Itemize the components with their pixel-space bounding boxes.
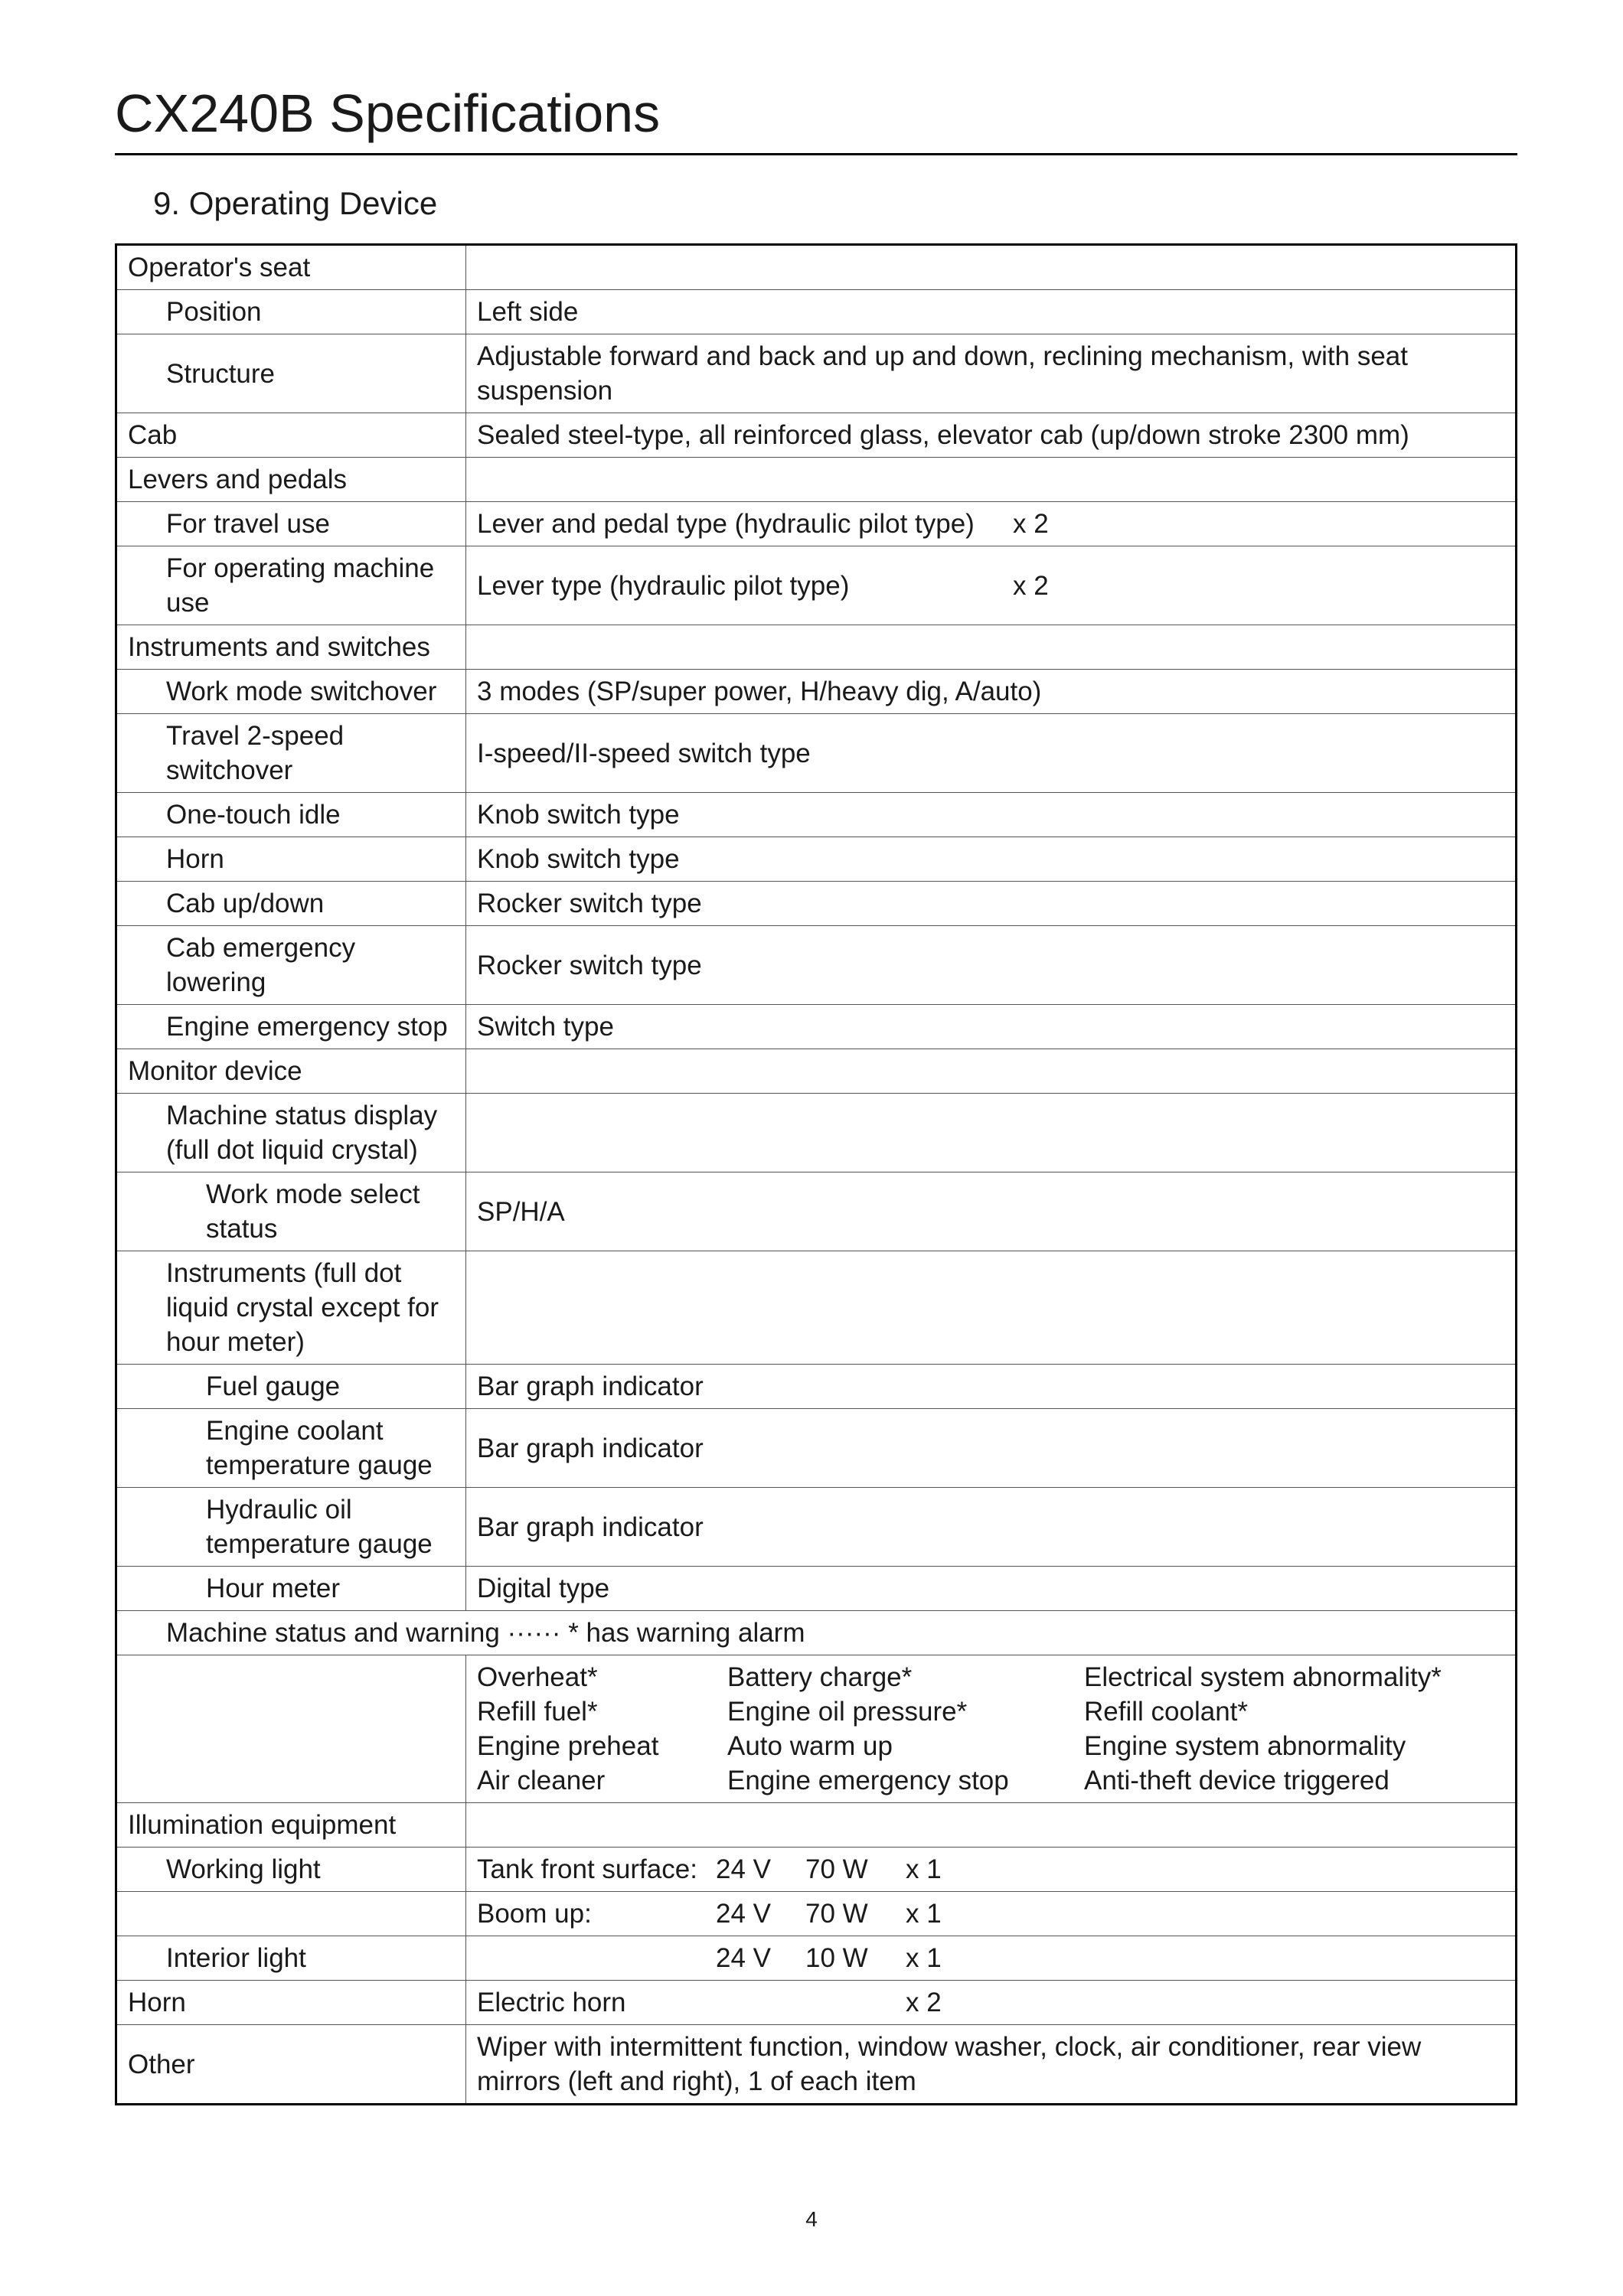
item-value	[466, 1981, 1517, 2025]
light-wattage: 70 W	[805, 1899, 868, 1929]
table-row	[116, 502, 1517, 546]
item-value: Digital type	[466, 1567, 1517, 1611]
table-row	[116, 837, 1517, 882]
item-label: Engine coolant temperature gauge	[116, 1409, 466, 1488]
warning-item: Air cleaner	[477, 1766, 606, 1795]
item-label: Interior light	[116, 1936, 466, 1981]
warning-item: Engine oil pressure*	[727, 1697, 968, 1727]
section-heading: 9. Operating Device	[153, 185, 438, 221]
warning-item: Auto warm up	[727, 1731, 893, 1761]
quantity: x 2	[1013, 509, 1049, 539]
category-label: Cab	[116, 413, 466, 458]
table-row	[116, 1409, 1517, 1488]
warning-item: Refill coolant*	[1084, 1697, 1248, 1727]
table-row	[116, 1611, 1517, 1655]
title-underline	[115, 153, 1517, 155]
light-location: Boom up:	[477, 1899, 592, 1929]
item-label: Work mode switchover	[116, 670, 466, 714]
light-voltage: 24 V	[716, 1854, 771, 1884]
table-row	[116, 1567, 1517, 1611]
table-row	[116, 290, 1517, 334]
page-number: 4	[805, 2207, 818, 2231]
empty-cell	[116, 1892, 466, 1936]
table-row	[116, 1365, 1517, 1409]
category-label: Illumination equipment	[116, 1803, 466, 1848]
value-text: Lever and pedal type (hydraulic pilot type)	[477, 509, 975, 539]
value-text: Electric horn	[477, 1988, 626, 2017]
warning-item: Overheat*	[477, 1662, 598, 1692]
table-row	[116, 1172, 1517, 1251]
item-label: For travel use	[116, 502, 466, 546]
warning-item: Anti-theft device triggered	[1084, 1766, 1390, 1795]
item-label: Fuel gauge	[116, 1365, 466, 1409]
category-label: Instruments and switches	[116, 625, 466, 670]
item-value	[466, 1936, 1517, 1981]
item-label: One-touch idle	[116, 793, 466, 837]
item-value: Rocker switch type	[466, 926, 1517, 1005]
warning-item: Engine preheat	[477, 1731, 659, 1761]
warning-list	[466, 1655, 1517, 1803]
category-label: Levers and pedals	[116, 458, 466, 502]
table-row	[116, 458, 1517, 502]
empty-cell	[466, 458, 1517, 502]
quantity: x 2	[1013, 570, 1049, 601]
table-row	[116, 1803, 1517, 1848]
table-row	[116, 1655, 1517, 1803]
item-value: Adjustable forward and back and up and down, reclining mechanism, with seat suspension	[466, 334, 1517, 413]
warning-item: Engine system abnormality	[1084, 1731, 1406, 1761]
item-value	[466, 546, 1517, 625]
category-label: Horn	[116, 1981, 466, 2025]
item-label: Hydraulic oil temperature gauge	[116, 1488, 466, 1567]
category-label: Other	[116, 2025, 466, 2105]
table-row	[116, 714, 1517, 793]
item-value: Bar graph indicator	[466, 1365, 1517, 1409]
item-label: For operating machine use	[116, 546, 466, 625]
item-value: Sealed steel-type, all reinforced glass, elevator cab (up/down stroke 2300 mm)	[466, 413, 1517, 458]
table-row	[116, 2025, 1517, 2105]
item-value: Switch type	[466, 1005, 1517, 1049]
item-label: Cab emergency lowering	[116, 926, 466, 1005]
table-row	[116, 546, 1517, 625]
table-row	[116, 1049, 1517, 1094]
light-wattage: 70 W	[805, 1854, 868, 1884]
table-row	[116, 1936, 1517, 1981]
quantity: x 1	[906, 1854, 942, 1884]
light-voltage: 24 V	[716, 1943, 771, 1973]
table-row	[116, 245, 1517, 290]
item-value: Knob switch type	[466, 837, 1517, 882]
table-row	[116, 882, 1517, 926]
table-row	[116, 413, 1517, 458]
item-label: Structure	[116, 334, 466, 413]
empty-cell	[466, 1251, 1517, 1365]
empty-cell	[466, 1049, 1517, 1094]
table-row	[116, 793, 1517, 837]
empty-cell	[466, 1803, 1517, 1848]
table-row	[116, 625, 1517, 670]
item-value: 3 modes (SP/super power, H/heavy dig, A/auto)	[466, 670, 1517, 714]
table-row	[116, 926, 1517, 1005]
item-value	[466, 1892, 1517, 1936]
item-value: Left side	[466, 290, 1517, 334]
item-label: Cab up/down	[116, 882, 466, 926]
table-row	[116, 1005, 1517, 1049]
item-label: Machine status display (full dot liquid crystal)	[116, 1094, 466, 1172]
category-label: Monitor device	[116, 1049, 466, 1094]
item-label: Working light	[116, 1848, 466, 1892]
item-label: Work mode select status	[116, 1172, 466, 1251]
item-label: Engine emergency stop	[116, 1005, 466, 1049]
item-label: Instruments (full dot liquid crystal except for hour meter)	[116, 1251, 466, 1365]
item-value: SP/H/A	[466, 1172, 1517, 1251]
table-row	[116, 670, 1517, 714]
light-wattage: 10 W	[805, 1943, 868, 1973]
item-value: Bar graph indicator	[466, 1488, 1517, 1567]
table-row	[116, 334, 1517, 413]
quantity: x 2	[906, 1988, 942, 2017]
item-value: Bar graph indicator	[466, 1409, 1517, 1488]
warning-item: Engine emergency stop	[727, 1766, 1009, 1795]
item-value: Knob switch type	[466, 793, 1517, 837]
value-text: Lever type (hydraulic pilot type)	[477, 570, 850, 601]
item-label: Machine status and warning ······ * has warning alarm	[116, 1611, 1517, 1655]
warning-item: Refill fuel*	[477, 1697, 598, 1727]
spec-table	[115, 243, 1517, 2105]
light-location: Tank front surface:	[477, 1854, 697, 1884]
item-value: Wiper with intermittent function, window washer, clock, air conditioner, rear view mirrors (left and right), 1 of each item	[466, 2025, 1517, 2105]
table-row	[116, 1251, 1517, 1365]
item-label: Position	[116, 290, 466, 334]
table-row	[116, 1488, 1517, 1567]
table-row	[116, 1892, 1517, 1936]
empty-cell	[466, 1094, 1517, 1172]
item-label: Horn	[116, 837, 466, 882]
item-value: Rocker switch type	[466, 882, 1517, 926]
item-label: Hour meter	[116, 1567, 466, 1611]
empty-cell	[466, 625, 1517, 670]
empty-cell	[466, 245, 1517, 290]
item-value	[466, 502, 1517, 546]
item-value: I-speed/II-speed switch type	[466, 714, 1517, 793]
quantity: x 1	[906, 1943, 942, 1973]
category-label: Operator's seat	[116, 245, 466, 290]
warning-item: Battery charge*	[727, 1662, 913, 1692]
item-value	[466, 1848, 1517, 1892]
table-row	[116, 1981, 1517, 2025]
light-voltage: 24 V	[716, 1899, 771, 1929]
empty-cell	[116, 1655, 466, 1803]
warning-item: Electrical system abnormality*	[1084, 1662, 1442, 1692]
table-row	[116, 1848, 1517, 1892]
item-label: Travel 2-speed switchover	[116, 714, 466, 793]
table-row	[116, 1094, 1517, 1172]
document-title: CX240B Specifications	[115, 83, 661, 143]
quantity: x 1	[906, 1899, 942, 1929]
